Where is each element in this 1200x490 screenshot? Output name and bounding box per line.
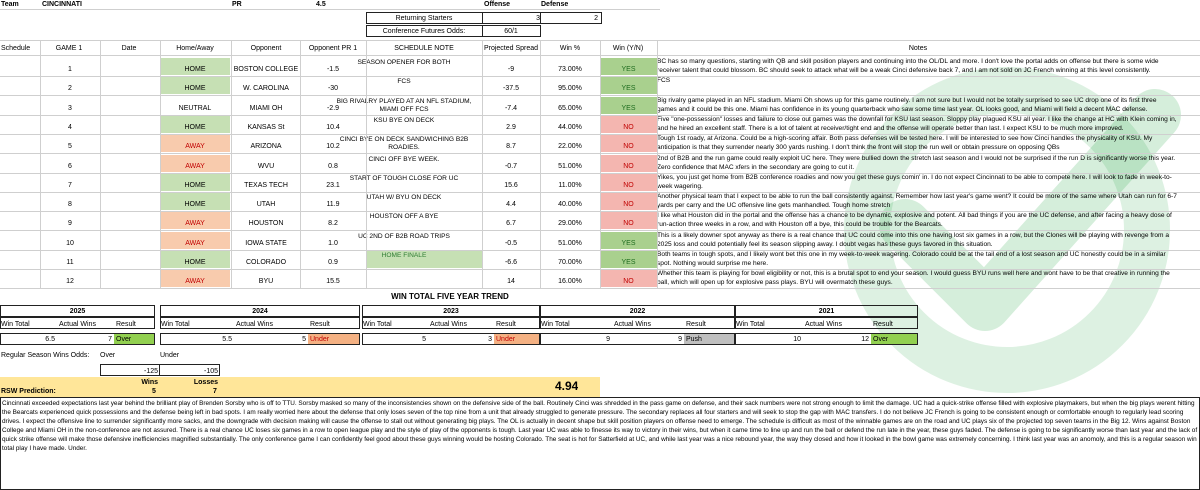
win-pct: 40.00% (558, 201, 582, 208)
win-pct: 51.00% (558, 163, 582, 170)
win-total-value: 5.5 (222, 336, 232, 343)
schedule-note: CINCI BYE ON DECK SANDWICHING B2B ROADIES. (339, 136, 469, 151)
actual-wins-value: 3 (488, 336, 492, 343)
projected-spread: -0.7 (504, 163, 518, 170)
home-away-value: HOME (184, 66, 206, 73)
win-yn: YES (621, 85, 636, 92)
schedule-note: CINCI OFF BYE WEEK. (368, 156, 440, 163)
predicted-losses: 7 (213, 388, 217, 395)
game-number: 8 (68, 201, 72, 208)
actual-wins-value: 5 (302, 336, 306, 343)
game-number: 5 (68, 143, 72, 150)
opponent-name: WVU (257, 163, 275, 170)
opponent-pr: 10.4 (326, 124, 340, 131)
home-away-value: AWAY (185, 240, 205, 247)
projected-spread: 6.7 (506, 220, 516, 227)
result-label: Result (686, 321, 706, 328)
schedule-note: BIG RIVALRY PLAYED AT AN NFL STADIUM, MIAMI OFF FCS (336, 98, 472, 113)
game-number: 3 (68, 105, 72, 112)
returning-offense: 3 (536, 15, 540, 22)
team-value: CINCINNATI (42, 1, 82, 8)
opponent-name: IOWA STATE (245, 240, 287, 247)
under-odds: -105 (203, 368, 218, 375)
game-number: 12 (66, 278, 74, 285)
result-value: Under (496, 336, 516, 343)
conference-futures-odds: 60/1 (504, 28, 518, 35)
conference-futures-label: Conference Futures Odds: (382, 28, 466, 35)
trend-year: 2021 (818, 308, 835, 315)
losses-label: Losses (193, 379, 218, 386)
actual-wins-value: 12 (861, 336, 869, 343)
defense-label: Defense (541, 1, 569, 8)
win-pct: 11.00% (558, 182, 582, 189)
win-pct: 16.00% (558, 278, 582, 285)
col-notes: Notes (908, 45, 928, 52)
projected-spread: 15.6 (504, 182, 518, 189)
prediction-label: RSW Prediction: (1, 388, 56, 395)
over-odds: -125 (143, 368, 158, 375)
home-away-value: HOME (184, 259, 206, 266)
trend-title: WIN TOTAL FIVE YEAR TREND (391, 292, 509, 301)
col-projected-spread: Projected Spread (483, 45, 539, 52)
result-label: Result (873, 321, 893, 328)
predicted-wins: 5 (152, 388, 156, 395)
opponent-pr: 11.9 (326, 201, 340, 208)
home-away-value: AWAY (185, 143, 205, 150)
team-label: Team (1, 1, 19, 8)
opponent-name: BOSTON COLLEGE (233, 66, 299, 73)
projected-spread: -7.4 (504, 105, 518, 112)
win-yn: NO (623, 220, 634, 227)
win-total-label: Win Total (736, 321, 765, 328)
win-yn: NO (623, 163, 634, 170)
actual-wins-label: Actual Wins (614, 321, 651, 328)
win-pct: 70.00% (558, 259, 582, 266)
win-pct: 29.00% (558, 220, 582, 227)
returning-defense: 2 (594, 15, 598, 22)
projected-spread: -0.5 (504, 240, 518, 247)
result-label: Result (116, 321, 136, 328)
game-number: 1 (68, 66, 72, 73)
win-yn: NO (623, 124, 634, 131)
game-notes: I like what Houston did in the portal and the offense has a chance to be dynamic, explosive and potent. All bad things if you are the UC defense, and after facing a heavy dose of run-action three weeks in a row, and with Houston off a bye, this could be trouble for the Bearcats. (657, 212, 1172, 228)
schedule-note: UC 2ND OF B2B ROAD TRIPS (358, 233, 450, 240)
win-total-label: Win Total (161, 321, 190, 328)
actual-wins-value: 9 (678, 336, 682, 343)
projected-spread: -6.6 (504, 259, 518, 266)
win-yn: YES (621, 259, 636, 266)
win-pct: 22.00% (558, 143, 582, 150)
home-away-value: AWAY (185, 163, 205, 170)
trend-header-box (735, 317, 918, 329)
opponent-name: UTAH (256, 201, 276, 208)
schedule-note: SEASON OPENER FOR BOTH (357, 59, 451, 66)
opponent-pr: 15.5 (326, 278, 340, 285)
col-win-pct: Win % (559, 45, 581, 52)
result-value: Over (873, 336, 889, 343)
col-home-away: Home/Away (176, 45, 214, 52)
schedule-note: HOME FINALE (381, 252, 427, 259)
home-away-value: NEUTRAL (178, 105, 212, 112)
result-label: Result (496, 321, 516, 328)
projected-spread: 2.9 (506, 124, 516, 131)
win-yn: NO (623, 201, 634, 208)
col-schedule-note: SCHEDULE NOTE (394, 45, 454, 52)
win-yn: NO (623, 278, 634, 285)
game-notes: Big rivalry game played in an NFL stadium. Miami Oh shows up for this game routinely. I am not sure but I would not be totally surprised to see UC drop one of its first three games and it could be this one. Miami has confidence in its young quarterback who saw some time last year. OL looks good, and Miami will field a decent MAC defense. (657, 97, 1157, 113)
prediction-row (0, 377, 600, 397)
game-number: 7 (68, 182, 72, 189)
opponent-pr: 8.2 (328, 220, 338, 227)
trend-header-box (0, 317, 155, 329)
opponent-pr: 10.2 (326, 143, 340, 150)
schedule-note: FCS (397, 78, 411, 85)
col-game: GAME 1 (55, 45, 83, 52)
opponent-pr: 23.1 (326, 182, 340, 189)
game-number: 11 (66, 259, 74, 266)
result-value: Push (686, 336, 702, 343)
home-away-value: AWAY (185, 278, 205, 285)
opponent-pr: -1.5 (326, 66, 340, 73)
win-total-value: 6.5 (45, 336, 55, 343)
win-total-label: Win Total (541, 321, 570, 328)
wins-label: Wins (141, 379, 158, 386)
schedule-note: START OF TOUGH CLOSE FOR UC (349, 175, 459, 182)
win-pct: 44.00% (558, 124, 582, 131)
result-label: Result (310, 321, 330, 328)
opponent-pr: 0.9 (328, 259, 338, 266)
home-away-value: HOME (184, 201, 206, 208)
game-notes: Both teams in tough spots, and I likely wont bet this one in my week-to-week wagering. Colorado could be at the tail end of a lost season and UC honestly could be in a similar spot. Nothing would surprise me here. (657, 251, 1166, 267)
game-notes: Whether this team is playing for bowl eligibility or not, this is a brutal spot to end your season. I would guess BYU runs well here and wont have to be that creative in running the ball, which will open up for explosive pass plays. BYU will overmatch these guys. (657, 270, 1170, 286)
game-number: 9 (68, 220, 72, 227)
actual-wins-value: 7 (108, 336, 112, 343)
returning-starters-label: Returning Starters (395, 15, 453, 22)
projected-spread: -9 (507, 66, 515, 73)
schedule-note: HOUSTON OFF A BYE (369, 213, 439, 220)
actual-wins-label: Actual Wins (805, 321, 842, 328)
win-yn: NO (623, 143, 634, 150)
opponent-name: TEXAS TECH (244, 182, 288, 189)
game-notes: 2nd of B2B and the run game could really exploit UC here. They were bullied down the stretch last season and I would not be surprised if the run D is significantly worse this year. Zero confidence that MAC xfers in the secondary are going to cut it. (657, 155, 1176, 171)
win-yn: YES (621, 240, 636, 247)
game-notes: Another physical team that I expect to be able to run the ball consistently against. Remember how last year's game went? It could be more of the same where Utah can run for 6-7 yards per carry and the UC offensive line gets manhandled. Tough home stretch (657, 193, 1177, 209)
opponent-pr: -2.9 (326, 105, 340, 112)
projected-spread: 14 (507, 278, 515, 285)
row-divider (0, 288, 1200, 289)
opponent-pr: 0.8 (328, 163, 338, 170)
home-away-value: HOME (184, 85, 206, 92)
opponent-name: W. CAROLINA (243, 85, 289, 92)
under-label: Under (160, 352, 180, 359)
game-notes: Five "one-possession" losses and failure to close out games was the downfall for KSU last season. Sloppy play plagued KSU all year. I like the change at HC with Klein coming in, and he hired an excellent staff. There is a lot of talent at receiver/tight end and the offense will operate better than last. I expect KSU to be much more improved. (657, 116, 1177, 132)
result-value: Over (116, 336, 132, 343)
col-opponent: Opponent (250, 45, 282, 52)
trend-year: 2022 (629, 308, 646, 315)
game-number: 10 (66, 240, 74, 247)
rsw-prediction-value: 4.94 (555, 379, 579, 393)
home-away-value: AWAY (185, 220, 205, 227)
opponent-name: ARIZONA (250, 143, 282, 150)
win-yn: YES (621, 105, 636, 112)
win-pct: 73.00% (558, 66, 582, 73)
trend-header-box (362, 317, 540, 329)
game-number: 6 (68, 163, 72, 170)
home-away-value: HOME (184, 182, 206, 189)
pr-label: PR (232, 1, 242, 8)
game-notes: This is a likely downer spot anyway as there is a real chance that UC could come into this one having lost six games in a row, but the Clones will be playing with revenge from a 2025 loss and could potentially feel its season slipping away. I doubt vegas has these guys favored in this situation. (657, 232, 1170, 248)
opponent-name: COLORADO (245, 259, 287, 266)
opponent-name: BYU (258, 278, 274, 285)
actual-wins-label: Actual Wins (236, 321, 273, 328)
odds-label: Regular Season Wins Odds: (1, 352, 90, 359)
home-away-value: HOME (184, 124, 206, 131)
game-number: 4 (68, 124, 72, 131)
pr-value: 4.5 (316, 1, 326, 8)
schedule-note: KSU BYE ON DECK (373, 117, 435, 124)
game-notes: BC has so many questions, starting with QB and skill position players and continuing into the OL/DL and more. I don't love the portal adds on offense but there is some wide receiver talent that could blossom. BC should seek to attack what will be a weak Cinci defensive back 7, and I am not sold on JC French winning at this level consistently. (657, 58, 1159, 74)
col-opponent-pr: Opponent PR 1 (308, 45, 358, 52)
opponent-name: HOUSTON (248, 220, 284, 227)
trend-year: 2024 (252, 308, 268, 315)
offense-label: Offense (484, 1, 511, 8)
win-pct: 65.00% (558, 105, 582, 112)
trend-year: 2025 (69, 308, 86, 315)
opponent-pr: 1.0 (328, 240, 338, 247)
col-schedule: Schedule (1, 45, 31, 52)
game-number: 2 (68, 85, 72, 92)
win-yn: NO (623, 182, 634, 189)
win-pct: 95.00% (558, 85, 582, 92)
col-date: Date (121, 45, 137, 52)
win-total-label: Win Total (1, 321, 30, 328)
projected-spread: 4.4 (506, 201, 516, 208)
game-notes: Tough 1st roady, at Arizona. Could be a high-scoring affair. Both pass defenses will be tested here. I will be interested to see how Cinci handles the physicality of KSU. My anticipation is that they surrender nearly 300 yards rushing. I don't think the front will stop the run well or obtain pressure on opposing QBs (657, 135, 1153, 151)
actual-wins-label: Actual Wins (430, 321, 467, 328)
actual-wins-label: Actual Wins (59, 321, 96, 328)
trend-header-box (540, 317, 735, 329)
schedule-note: UTAH W/ BYU ON DECK (366, 194, 442, 201)
trend-header-box (160, 317, 360, 329)
projected-spread: 8.7 (506, 143, 516, 150)
win-pct: 51.00% (558, 240, 582, 247)
game-notes: FCS (657, 77, 671, 84)
win-yn: YES (621, 66, 636, 73)
over-label: Over (100, 352, 116, 359)
win-total-label: Win Total (363, 321, 392, 328)
trend-year: 2023 (443, 308, 459, 315)
col-win-yn: Win (Y/N) (612, 45, 644, 52)
opponent-name: KANSAS St (247, 124, 285, 131)
game-notes: Yikes, you just get home from B2B conference roadies and now you get these guys comin' in. I do not expect Cincinnati to be able to compete here. I will look to fade in week-to-week wagering. (657, 174, 1172, 190)
opponent-pr: -30 (327, 85, 339, 92)
win-total-value: 5 (422, 336, 426, 343)
win-total-value: 9 (606, 336, 610, 343)
season-summary: Cincinnati exceeded expectations last year behind the brilliant play of Brenden Sorsby who is off to TTU. Sorsby masked so many of the inconsistencies shown on the defensive side of the ball. Routinely Cinci was shredded in the pass game on defense, and their sack numbers were not strong enough to limit the damage. UC had a quick-strike offense filled with explosive playmakers, but when the big plays werent hitting the Bearcats experienced quick possessions and the defense being left in bad spots. I am really worried here about the defense that only loses seven of the top nine from a unit that already struggled to generate pressure. The secondary replaces all four starters and will seek to stop the gap with MAC transfers. I do not believe JC French is going to be consistent enough or comfortable enough to regularly lead scoring drives. I expect the offensive line to surrender significantly more sacks, and the downgrade with decision making will cause the offense to stall out without generating big plays. The OL is actually in decent shape but skill position players on offense need to emerge. The schedule is difficult as most of the winnable games are on the road and UC plays six of the projected top seven teams in the Big 12. Wins against Boston College and Miami OH in the non-conference are not assured. There is a real chance UC loses six games in a row to open league play and the style of play of the opponents is tough. Last year UC was able to finesse its way to victory in their wins, but when it came time to line up and run the ball or defend the run late in the year, these guys faded. The defense is going to be significantly worse than last year and the lack of quick strike offense will make those defensive inefficiencies magnified substantially. The only conference game I can confidently feel good about these guys winning would be hosting Colorado. The seat is hot for Satterfield at UC, and while last year was a nice rebound year, the way they closed and how it looked in the bowl game was extremely concerning. I think last year was an anomoly, and this is a regular season win total play I have made. Under. (2, 400, 1198, 453)
opponent-name: MIAMI OH (249, 105, 283, 112)
win-total-value: 10 (793, 336, 801, 343)
result-value: Under (310, 336, 330, 343)
projected-spread: -37.5 (503, 85, 519, 92)
